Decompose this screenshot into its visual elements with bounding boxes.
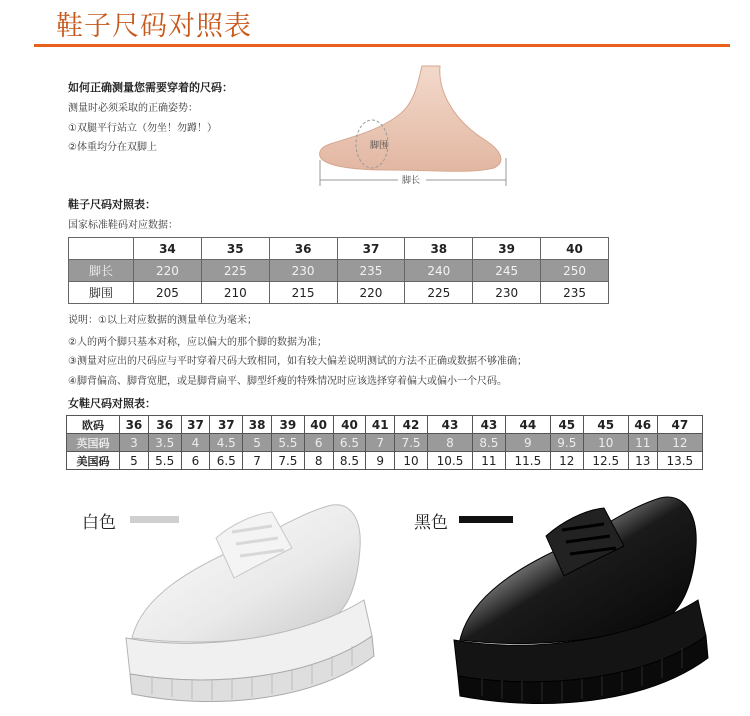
- value-cell: 220: [134, 260, 202, 282]
- size-value-cell: 37: [181, 416, 210, 434]
- size-value-cell: 41: [366, 416, 395, 434]
- us-size-row: [67, 452, 703, 470]
- size-value-cell: 43: [427, 416, 472, 434]
- size-value-cell: 5: [243, 434, 272, 452]
- size-value-cell: 7.5: [272, 452, 305, 470]
- color-black-label: 黑色: [414, 513, 448, 533]
- measure-title: 如何正确测量您需要穿着的尺码：: [68, 81, 233, 94]
- size-chart-table: [68, 237, 609, 304]
- value-cell: 245: [473, 260, 541, 282]
- size-value-cell: 8: [427, 434, 472, 452]
- measure-line-3: ②体重均分在双脚上: [68, 142, 157, 153]
- size-value-cell: 5: [120, 452, 149, 470]
- page-title: 鞋子尺码对照表: [56, 11, 252, 42]
- color-white-label: 白色: [82, 513, 116, 533]
- value-cell: 235: [541, 282, 609, 304]
- size-cell: 35: [201, 238, 269, 260]
- value-cell: 250: [541, 260, 609, 282]
- size-value-cell: 5.5: [148, 452, 181, 470]
- foot-girth-row: [69, 282, 609, 304]
- size-value-cell: 10: [583, 434, 628, 452]
- uk-size-row: [67, 434, 703, 452]
- women-size-table: [66, 415, 703, 470]
- measure-line-2: ①双腿平行站立（勿坐！勿蹲！）: [68, 123, 217, 134]
- size-value-cell: 5.5: [272, 434, 305, 452]
- size-value-cell: 7.5: [395, 434, 428, 452]
- size-value-cell: 3.5: [148, 434, 181, 452]
- white-shoe-image: [122, 488, 386, 710]
- size-value-cell: 42: [395, 416, 428, 434]
- value-cell: 205: [134, 282, 202, 304]
- size-value-cell: 11: [628, 434, 657, 452]
- size-value-cell: 46: [628, 416, 657, 434]
- size-value-cell: 13: [628, 452, 657, 470]
- size-cell: 36: [269, 238, 337, 260]
- size-value-cell: 8: [304, 452, 333, 470]
- size-value-cell: 8.5: [333, 452, 366, 470]
- eu-size-row: [67, 416, 703, 434]
- size-value-cell: 45: [583, 416, 628, 434]
- size-cell: 34: [134, 238, 202, 260]
- size-value-cell: 36: [148, 416, 181, 434]
- size-value-cell: 47: [657, 416, 702, 434]
- foot-drawing: [310, 58, 518, 190]
- size-value-cell: 12: [657, 434, 702, 452]
- value-cell: 235: [337, 260, 405, 282]
- size-value-cell: 38: [243, 416, 272, 434]
- size-value-cell: 39: [272, 416, 305, 434]
- size-value-cell: 12.5: [583, 452, 628, 470]
- row-label: 欧码: [67, 416, 120, 434]
- size-value-cell: 4.5: [210, 434, 243, 452]
- size-cell: 39: [473, 238, 541, 260]
- size-value-cell: 6.5: [333, 434, 366, 452]
- foot-length-label: 脚长: [402, 176, 421, 186]
- value-cell: 240: [405, 260, 473, 282]
- size-cell: 40: [541, 238, 609, 260]
- women-chart-title: 女鞋尺码对照表：: [68, 397, 156, 410]
- size-value-cell: 11.5: [505, 452, 550, 470]
- foot-length-row: [69, 260, 609, 282]
- note-4: ④脚背偏高、脚背宽肥，或是脚背扁平、脚型纤瘦的特殊情况时应该选择穿着偏大或偏小一个尺码。: [68, 376, 507, 387]
- size-value-cell: 7: [366, 434, 395, 452]
- size-value-cell: 8.5: [473, 434, 506, 452]
- size-value-cell: 43: [473, 416, 506, 434]
- size-value-cell: 9: [505, 434, 550, 452]
- foot-girth-label: 脚围: [370, 141, 389, 151]
- size-value-cell: 6.5: [210, 452, 243, 470]
- size-header-row: [69, 238, 609, 260]
- note-1: 说明：①以上对应数据的测量单位为毫米；: [68, 315, 257, 326]
- size-value-cell: 4: [181, 434, 210, 452]
- black-shoe-image: [452, 484, 716, 712]
- value-cell: 215: [269, 282, 337, 304]
- size-value-cell: 44: [505, 416, 550, 434]
- size-value-cell: 9.5: [550, 434, 583, 452]
- value-cell: 225: [201, 260, 269, 282]
- value-cell: 230: [473, 282, 541, 304]
- size-value-cell: 36: [120, 416, 149, 434]
- row-label: 脚长: [69, 260, 134, 282]
- size-header-blank: [69, 238, 134, 260]
- size-value-cell: 40: [304, 416, 333, 434]
- size-value-cell: 3: [120, 434, 149, 452]
- value-cell: 210: [201, 282, 269, 304]
- size-chart-subtitle: 国家标准鞋码对应数据：: [68, 220, 178, 231]
- row-label: 美国码: [67, 452, 120, 470]
- note-2: ②人的两个脚只基本对称，应以偏大的那个脚的数据为准；: [68, 337, 327, 348]
- note-3: ③测量对应出的尺码应与平时穿着尺码大致相同，如有较大偏差说明测试的方法不正确或数据不够准确；: [68, 356, 527, 367]
- foot-shape: [320, 66, 501, 171]
- measure-line-1: 测量时必须采取的正确姿势：: [68, 103, 198, 114]
- size-value-cell: 10: [395, 452, 428, 470]
- size-chart-title: 鞋子尺码对照表：: [68, 198, 156, 211]
- row-label: 英国码: [67, 434, 120, 452]
- size-value-cell: 13.5: [657, 452, 702, 470]
- value-cell: 220: [337, 282, 405, 304]
- title-divider: [34, 44, 730, 47]
- size-value-cell: 12: [550, 452, 583, 470]
- size-value-cell: 40: [333, 416, 366, 434]
- size-cell: 37: [337, 238, 405, 260]
- size-value-cell: 7: [243, 452, 272, 470]
- value-cell: 230: [269, 260, 337, 282]
- size-value-cell: 45: [550, 416, 583, 434]
- size-value-cell: 10.5: [427, 452, 472, 470]
- size-value-cell: 9: [366, 452, 395, 470]
- size-cell: 38: [405, 238, 473, 260]
- size-value-cell: 6: [181, 452, 210, 470]
- size-value-cell: 6: [304, 434, 333, 452]
- size-value-cell: 37: [210, 416, 243, 434]
- foot-illustration: [310, 58, 518, 190]
- value-cell: 225: [405, 282, 473, 304]
- row-label: 脚围: [69, 282, 134, 304]
- size-value-cell: 11: [473, 452, 506, 470]
